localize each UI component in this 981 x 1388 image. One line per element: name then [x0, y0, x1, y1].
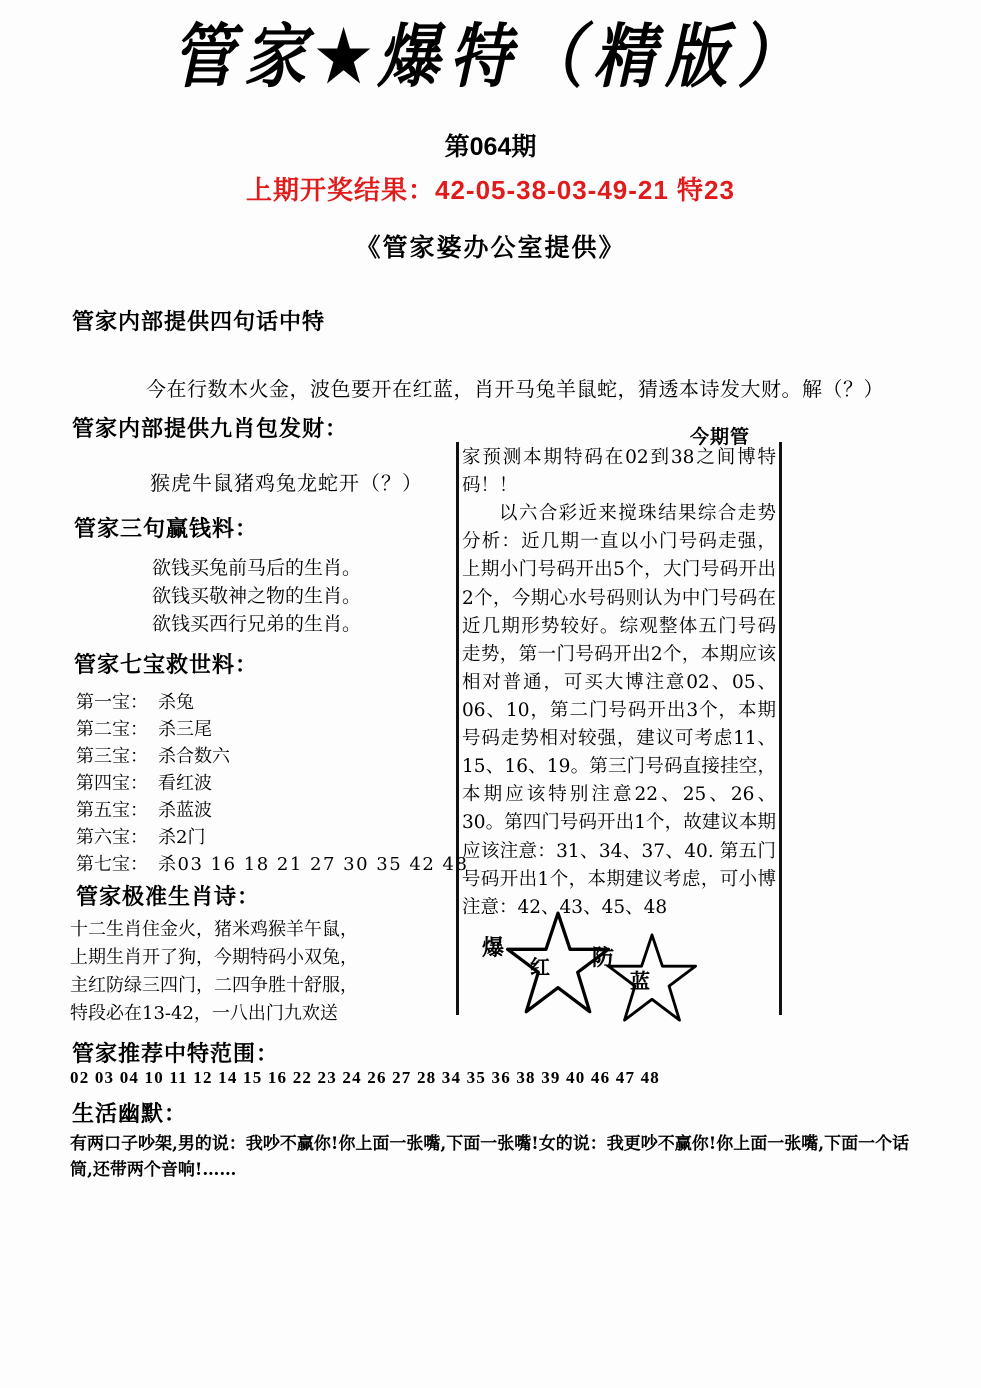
zodiac-poem-line: 主红防绿三四门，二四争胜十舒服， [70, 975, 358, 996]
treasure-value: 杀三尾 [158, 719, 212, 740]
treasure-value: 杀兔 [158, 692, 194, 713]
zodiac-poem-line: 上期生肖开了狗，今期特码小双兔， [70, 947, 358, 968]
treasure-row [76, 715, 212, 741]
analysis-paragraph-2: 以六合彩近来搅珠结果综合走势分析：近几期一直以小门号码走强，上期小门号码开出5个，大门号码开出2个，今期心水号码则认为中门号码在近几期形势较好。综观整体五门号码走势，第一门号码开出2个，本期应该相对普通，可买大博注意02、05、06、10，第二门号码开出3个，本期号码走势相对较强，建议可考虑11、15、16、19。第三门号码直接挂空，本期应该特别注意22、25、26、30。第四门号码开出1个，故建议本期应该注意：31、34、37、40. 第五门号码开出1个，本期建议考虑，可小博注意：42、43、45、48 [462, 503, 776, 918]
zodiac-poem-line: 特段必在13-42，一八出门九欢送 [70, 1003, 338, 1024]
section-heading-four-sentences: 管家内部提供四句话中特 [72, 309, 326, 335]
nine-zodiac-text: 猴虎牛鼠猪鸡兔龙蛇开（？） [150, 471, 423, 495]
humor-body-text: 有两口子吵架,男的说：我吵不赢你!你上面一张嘴,下面一张嘴!女的说：我更吵不赢你!你上面一张嘴,下面一个话筒,还带两个音响!…… [70, 1134, 910, 1181]
red-star-inside-label: 红 [530, 955, 550, 979]
three-sentence-item: 欲钱买敬神之物的生肖。 [152, 585, 362, 607]
treasure-row [76, 769, 212, 795]
section-heading-three-sentences: 管家三句赢钱料： [74, 516, 259, 542]
treasure-label: 第六宝： [76, 827, 148, 848]
treasure-row [76, 742, 230, 768]
section-heading-humor: 生活幽默： [72, 1101, 188, 1127]
treasure-row [76, 850, 468, 876]
star-icon: ★ [315, 15, 378, 98]
three-sentence-item: 欲钱买兔前马后的生肖。 [152, 557, 362, 579]
provider-line: 《管家婆办公室提供》 [355, 233, 626, 262]
treasure-label: 第一宝： [76, 692, 148, 713]
blue-star-outside-label: 防 [592, 945, 615, 971]
treasure-label: 第二宝： [76, 719, 148, 740]
treasure-value: 杀蓝波 [158, 800, 212, 821]
analysis-text-block [462, 444, 776, 922]
treasure-label: 第七宝： [76, 854, 148, 875]
red-star-outside-label: 爆 [482, 935, 505, 961]
recommend-range-numbers: 02 03 04 10 11 12 14 15 16 22 23 24 26 27 28 34 35 36 38 39 40 46 47 48 [70, 1068, 661, 1087]
blue-star-inside-label: 蓝 [630, 969, 650, 993]
issue-period: 第064期 [444, 133, 537, 161]
treasure-row [76, 796, 212, 822]
analysis-lead-text: 今期管 [690, 426, 751, 448]
treasure-label: 第五宝： [76, 800, 148, 821]
section-heading-recommend-range: 管家推荐中特范围： [72, 1041, 280, 1067]
section-heading-seven-treasures: 管家七宝救世料： [74, 652, 259, 678]
treasure-value: 看红波 [158, 773, 212, 794]
stars-area [462, 903, 780, 1015]
title-text-right: 爆特（精版） [377, 15, 810, 98]
last-draw-result: 上期开奖结果：42-05-38-03-49-21 特23 [246, 175, 735, 205]
treasure-value: 杀03 16 18 21 27 30 35 42 48 [158, 854, 469, 875]
zodiac-poem-line: 十二生肖住金火，猪米鸡猴羊午鼠， [70, 919, 358, 940]
section-heading-nine-zodiac: 管家内部提供九肖包发财： [72, 416, 349, 442]
treasure-row [76, 823, 205, 849]
treasure-label: 第四宝： [76, 773, 148, 794]
section-heading-zodiac-poem: 管家极准生肖诗： [76, 884, 261, 910]
treasure-label: 第三宝： [76, 746, 148, 767]
page-title [0, 15, 981, 98]
treasure-value: 杀合数六 [158, 746, 230, 767]
treasure-value: 杀2门 [158, 827, 206, 848]
title-text-left: 管家 [171, 15, 316, 98]
analysis-paragraph-1: 家预测本期特码在02到38之间博特码！！ [462, 447, 776, 497]
three-sentence-item: 欲钱买西行兄弟的生肖。 [152, 613, 362, 635]
four-sentences-text: 今在行数木火金，波色要开在红蓝，肖开马兔羊鼠蛇，猜透本诗发大财。解（？） [146, 377, 884, 401]
treasure-row [76, 688, 194, 714]
